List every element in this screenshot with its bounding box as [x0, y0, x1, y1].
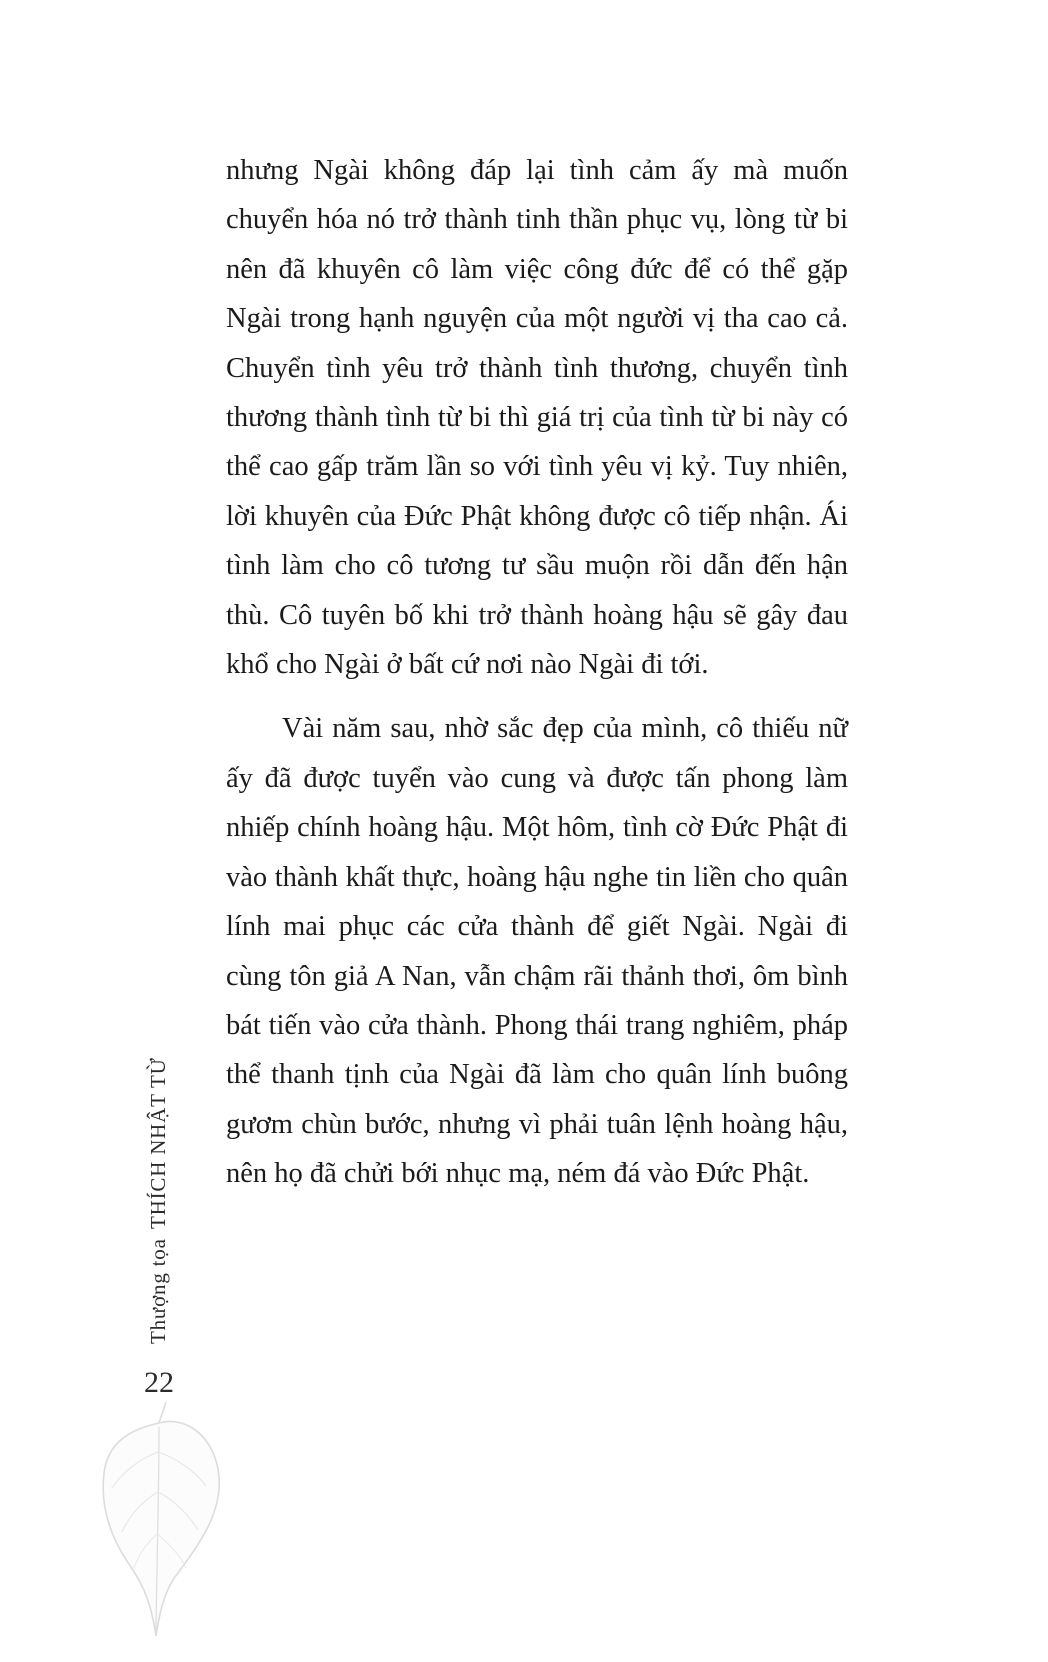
- page-number: 22: [144, 1366, 174, 1399]
- paragraph-2: Vài năm sau, nhờ sắc đẹp của mình, cô thiếu nữ ấy đã được tuyển vào cung và được tấn phong làm nhiếp chính hoàng hậu. Một hôm, tình cờ Đức Phật đi vào thành khất thực, hoàng hậu nghe tin liền cho quân lính mai phục các cửa thành để giết Ngài. Ngài đi cùng tôn giả A Nan, vẫn chậm rãi thảnh thơi, ôm bình bát tiến vào cửa thành. Phong thái trang nghiêm, pháp thể thanh tịnh của Ngài đã làm cho quân lính buông gươm chùn bước, nhưng vì phải tuân lệnh hoàng hậu, nên họ đã chửi bới nhục mạ, ném đá vào Đức Phật.: [226, 713, 848, 1190]
- page-text-block: [226, 146, 848, 1214]
- author-prefix: Thượng tọa: [146, 1238, 170, 1344]
- author-name: THÍCH NHẬT TỪ: [146, 1057, 170, 1229]
- running-author-vertical: [146, 998, 180, 1344]
- paragraph-1: nhưng Ngài không đáp lại tình cảm ấy mà muốn chuyển hóa nó trở thành tinh thần phục vụ, lòng từ bi nên đã khuyên cô làm việc công đức để có thể gặp Ngài trong hạnh nguyện của một người vị tha cao cả. Chuyển tình yêu trở thành tình thương, chuyển tình thương thành tình từ bi thì giá trị của tình từ bi này có thể cao gấp trăm lần so với tình yêu vị kỷ. Tuy nhiên, lời khuyên của Đức Phật không được cô tiếp nhận. Ái tình làm cho cô tương tư sầu muộn rồi dẫn đến hận thù. Cô tuyên bố khi trở thành hoàng hậu sẽ gây đau khổ cho Ngài ở bất cứ nơi nào Ngài đi tới.: [226, 155, 848, 681]
- bodhi-leaf-watermark-icon: [92, 1396, 237, 1651]
